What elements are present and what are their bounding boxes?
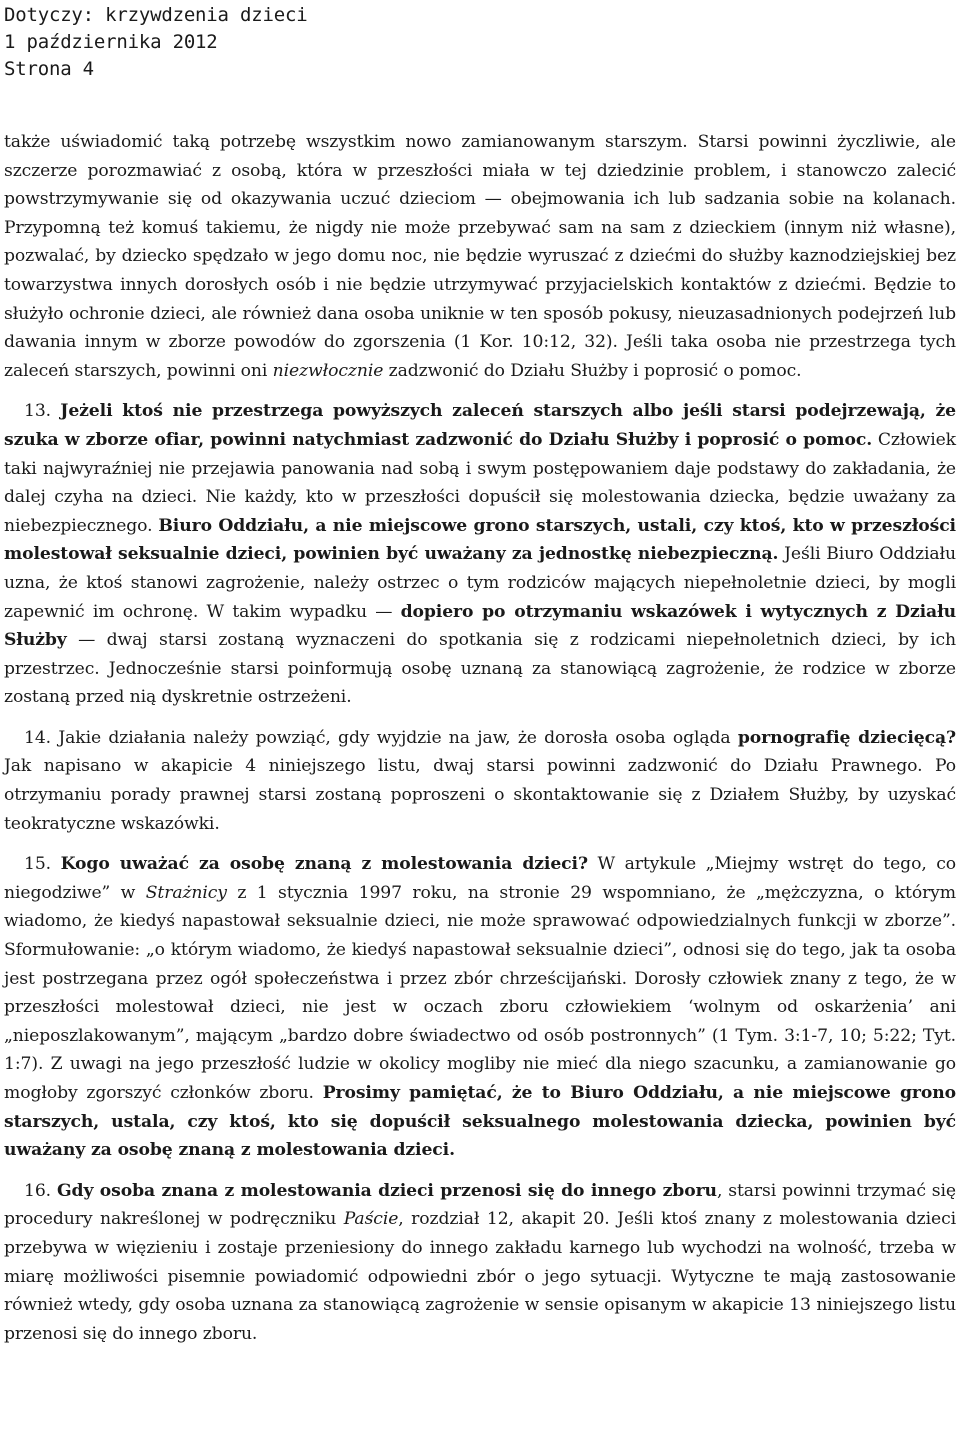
paragraph-text: 16. [24, 1180, 57, 1201]
bold-text: Kogo uważać za osobę znaną z molestowania dzieci? [60, 854, 588, 875]
date-line: 1 października 2012 [4, 31, 218, 53]
paragraph [4, 397, 956, 712]
paragraph-text: z 1 stycznia 1997 roku, na stronie 29 wspomniano, że „mężczyzna, o którym wiadomo, że kiedyś napastował seksualnie dzieci, nie może sprawować odpowiedzialnych funkcji w zborze”. Sformułowanie: „o którym wiadomo, że kiedyś napastował seksualnie dzieci”, odnosi się do tego, jak ta osoba jest postrzegana przez ogół społeczeństwa i przez zbór chrześcijański. Dorosły człowiek znany z tego, że w przeszłości molestował dzieci, nie jest w oczach zboru człowiekiem ‘wolnym od oskarżenia’ ani „nieposzlakowanym”, mającym „bardzo dobre świadectwo od osób postronnych” (1 Tym. 3:1-7, 10; 5:22; Tyt. 1:7). Z uwagi na jego przeszłość ludzie w okolicy mogliby nie mieć dla niego szacunku, a zamianowanie go mogłoby zgorszyć członków zboru. [4, 882, 956, 1103]
paragraph-text: Jeśli Biuro Oddziału uzna, że ktoś stanowi zagrożenie, należy ostrzec o tym rodziców mających niepełnoletnie dzieci, by mogli zapewnić im ochronę. W takim wypadku — [4, 544, 956, 622]
subject-line: Dotyczy: krzywdzenia dzieci [4, 4, 308, 26]
paragraph-text: 14. Jakie działania należy powziąć, gdy wyjdzie na jaw, że dorosła osoba ogląda [24, 727, 738, 748]
paragraph-text: , rozdział 12, akapit 20. Jeśli ktoś znany z molestowania dzieci przebywa w więzieniu i zostaje przeniesiony do innego zakładu karnego lub wychodzi na wolność, trzeba w miarę możliwości pisemnie powiadomić odpowiedni zbór o jego sytuacji. Wytyczne te mają zastosowanie również wtedy, gdy osoba uznana za stanowiącą zagrożenie w sensie opisanym w akapicie 13 niniejszego listu przenosi się do innego zboru. [4, 1209, 956, 1344]
bold-text: Jeżeli ktoś nie przestrzega powyższych zaleceń starszych albo jeśli starsi podejrzewają, że szuka w zborze ofiar, powinni natychmiast zadzwonić do Działu Służby i poprosić o pomoc. [4, 401, 956, 450]
italic-text: Strażnicy [145, 882, 227, 903]
paragraph-text: Człowiek taki najwyraźniej nie przejawia panowania nad sobą i swym postępowaniem daje podstawy do zakładania, że dalej czyha na dzieci. Nie każdy, kto w przeszłości dopuścił się molestowania dziecka, będzie uważany za niebezpiecznego. [4, 429, 956, 536]
bold-text: Gdy osoba znana z molestowania dzieci przenosi się do innego zboru [56, 1180, 717, 1201]
italic-text: niezwłocznie [272, 360, 384, 381]
paragraph [4, 128, 956, 385]
letter-body [4, 128, 956, 1348]
paragraph [4, 1177, 956, 1349]
letter-header [4, 0, 956, 83]
italic-text: Paście [343, 1209, 399, 1230]
paragraph-text: — dwaj starsi zostaną wyznaczeni do spotkania się z rodzicami niepełnoletnich dzieci, by ich przestrzec. Jednocześnie starsi poinformują osobę uznaną za stanowiącą zagrożenie, że rodzice w zborze zostaną przed nią dyskretnie ostrzeżeni. [4, 630, 956, 708]
bold-text: pornografię dziecięcą? [737, 727, 956, 748]
bold-text: Biuro Oddziału, a nie miejscowe grono starszych, ustali, czy ktoś, kto w przeszłości molestował seksualnie dzieci, powinien być uważany za jednostkę niebezpieczną. [4, 515, 956, 565]
bold-text: dopiero po otrzymaniu wskazówek i wytycznych z Działu Służby [4, 601, 956, 651]
paragraph-text: W artykule „Miejmy wstręt do tego, co niegodziwe” w [4, 854, 956, 903]
paragraph-text: , starsi powinni trzymać się procedury nakreślonej w podręczniku [4, 1180, 956, 1230]
paragraph-text: zadzwonić do Działu Służby i poprosić o pomoc. [383, 360, 802, 381]
paragraph [4, 724, 956, 838]
paragraph-text: także uświadomić taką potrzebę wszystkim nowo zamianowanym starszym. Starsi powinni życzliwie, ale szczerze porozmawiać z osobą, która w przeszłości miała w tej dziedzinie problem, i stanowczo zalecić powstrzymywanie się od okazywania uczuć dzieciom — obejmowania ich lub sadzania sobie na kolanach. Przypomną też komuś takiemu, że nigdy nie może przebywać sam na sam z dzieckiem (innym niż własne), pozwalać, by dziecko spędzało w jego domu noc, nie będzie wyruszać z dziećmi do służby kaznodziejskiej bez towarzystwa innych dorosłych osób i nie będzie utrzymywać przyjacielskich kontaktów z dziećmi. Będzie to służyło ochronie dzieci, ale również dana osoba uniknie w ten sposób pokusy, nieuzasadnionych podejrzeń lub dawania innym w zborze powodów do zgorszenia (1 Kor. 10:12, 32). Jeśli taka osoba nie przestrzega tych zaleceń starszych, powinni oni [4, 132, 956, 381]
paragraph-text: 13. [24, 401, 61, 422]
paragraph [4, 850, 956, 1165]
page-number: Strona 4 [4, 58, 94, 80]
paragraph-text: Jak napisano w akapicie 4 niniejszego listu, dwaj starsi powinni zadzwonić do Działu Prawnego. Po otrzymaniu porady prawnej starsi zostaną poproszeni o skontaktowanie się z Działem Służby, by uzyskać teokratyczne wskazówki. [4, 756, 956, 834]
bold-text: Prosimy pamiętać, że to Biuro Oddziału, a nie miejscowe grono starszych, ustala, czy ktoś, kto się dopuścił seksualnego molestowania dziecka, powinien być uważany za osobę znaną z molestowania dzieci. [4, 1083, 957, 1161]
paragraph-text: 15. [24, 854, 61, 875]
